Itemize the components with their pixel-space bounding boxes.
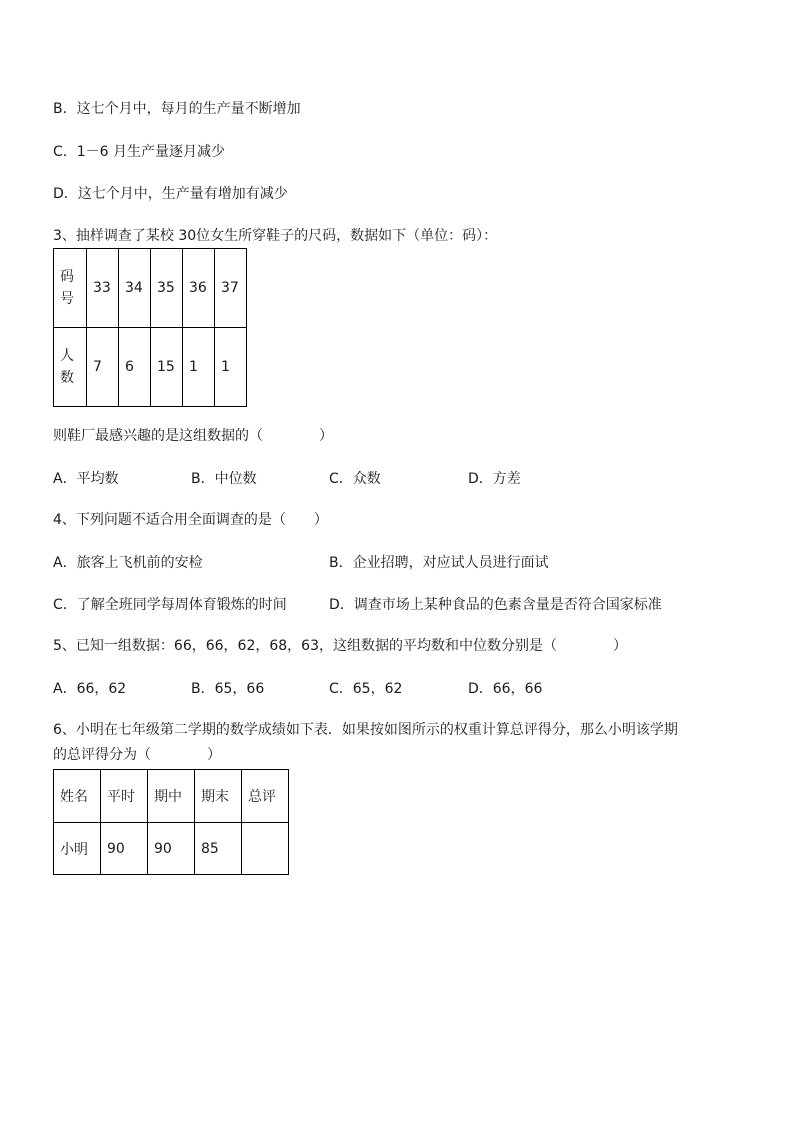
- count-cell: 1: [215, 328, 247, 407]
- table-cell: [242, 823, 289, 875]
- q5-stem: 5、已知一组数据：66，66，62，68，63，这组数据的平均数和中位数分别是（ ）: [53, 638, 627, 654]
- size-cell: 33: [87, 249, 119, 328]
- count-cell: 7: [87, 328, 119, 407]
- table-row: [54, 823, 289, 875]
- header-cell: 总评: [242, 770, 289, 823]
- q5-option-a: A．66，62: [53, 681, 127, 697]
- table-cell: 90: [101, 823, 148, 875]
- q4-option-c: C．了解全班同学每周体育锻炼的时间: [53, 597, 287, 613]
- header-cell: 期中: [148, 770, 195, 823]
- q2-option-d: D．这七个月中，生产量有增加有减少: [53, 186, 288, 202]
- q5-option-c: C．65，62: [329, 681, 403, 697]
- size-cell: 37: [215, 249, 247, 328]
- count-cell: 6: [119, 328, 151, 407]
- q4-option-a: A．旅客上飞机前的安检: [53, 555, 203, 571]
- score-table: [53, 769, 289, 875]
- count-header-cell: 人 数: [54, 328, 87, 407]
- q5-option-b: B．65，66: [191, 681, 265, 697]
- header-cell: 姓名: [54, 770, 101, 823]
- table-cell: 85: [195, 823, 242, 875]
- shoe-size-table: [53, 248, 247, 407]
- count-cell: 1: [183, 328, 215, 407]
- q2-option-b: B．这七个月中，每月的生产量不断增加: [53, 101, 301, 117]
- q6-stem-line2: 的总评得分为（ ）: [53, 747, 221, 763]
- q4-option-b: B．企业招聘，对应试人员进行面试: [329, 555, 549, 571]
- size-cell: 35: [151, 249, 183, 328]
- q2-option-c: C．1－6 月生产量逐月减少: [53, 144, 226, 160]
- q3-question: 则鞋厂最感兴趣的是这组数据的（ ）: [53, 428, 333, 444]
- table-cell: 小明: [54, 823, 101, 875]
- q3-option-d: D．方差: [468, 471, 521, 487]
- q3-option-b: B．中位数: [191, 471, 257, 487]
- table-row: [54, 328, 247, 407]
- count-cell: 15: [151, 328, 183, 407]
- table-row: [54, 249, 247, 328]
- q3-option-a: A．平均数: [53, 471, 119, 487]
- q4-option-d: D．调查市场上某种食品的色素含量是否符合国家标准: [329, 597, 662, 613]
- table-row: [54, 770, 289, 823]
- q4-stem: 4、下列问题不适合用全面调查的是（ ）: [53, 512, 328, 528]
- header-cell: 平时: [101, 770, 148, 823]
- q5-option-d: D．66，66: [468, 681, 543, 697]
- size-cell: 36: [183, 249, 215, 328]
- header-cell: 期末: [195, 770, 242, 823]
- size-header-cell: 码 号: [54, 249, 87, 328]
- size-cell: 34: [119, 249, 151, 328]
- q3-stem: 3、抽样调查了某校 30位女生所穿鞋子的尺码，数据如下（单位：码）：: [53, 228, 498, 244]
- table-cell: 90: [148, 823, 195, 875]
- q3-option-c: C．众数: [329, 471, 381, 487]
- q6-stem-line1: 6、小明在七年级第二学期的数学成绩如下表．如果按如图所示的权重计算总评得分，那么小明该学期: [53, 722, 678, 738]
